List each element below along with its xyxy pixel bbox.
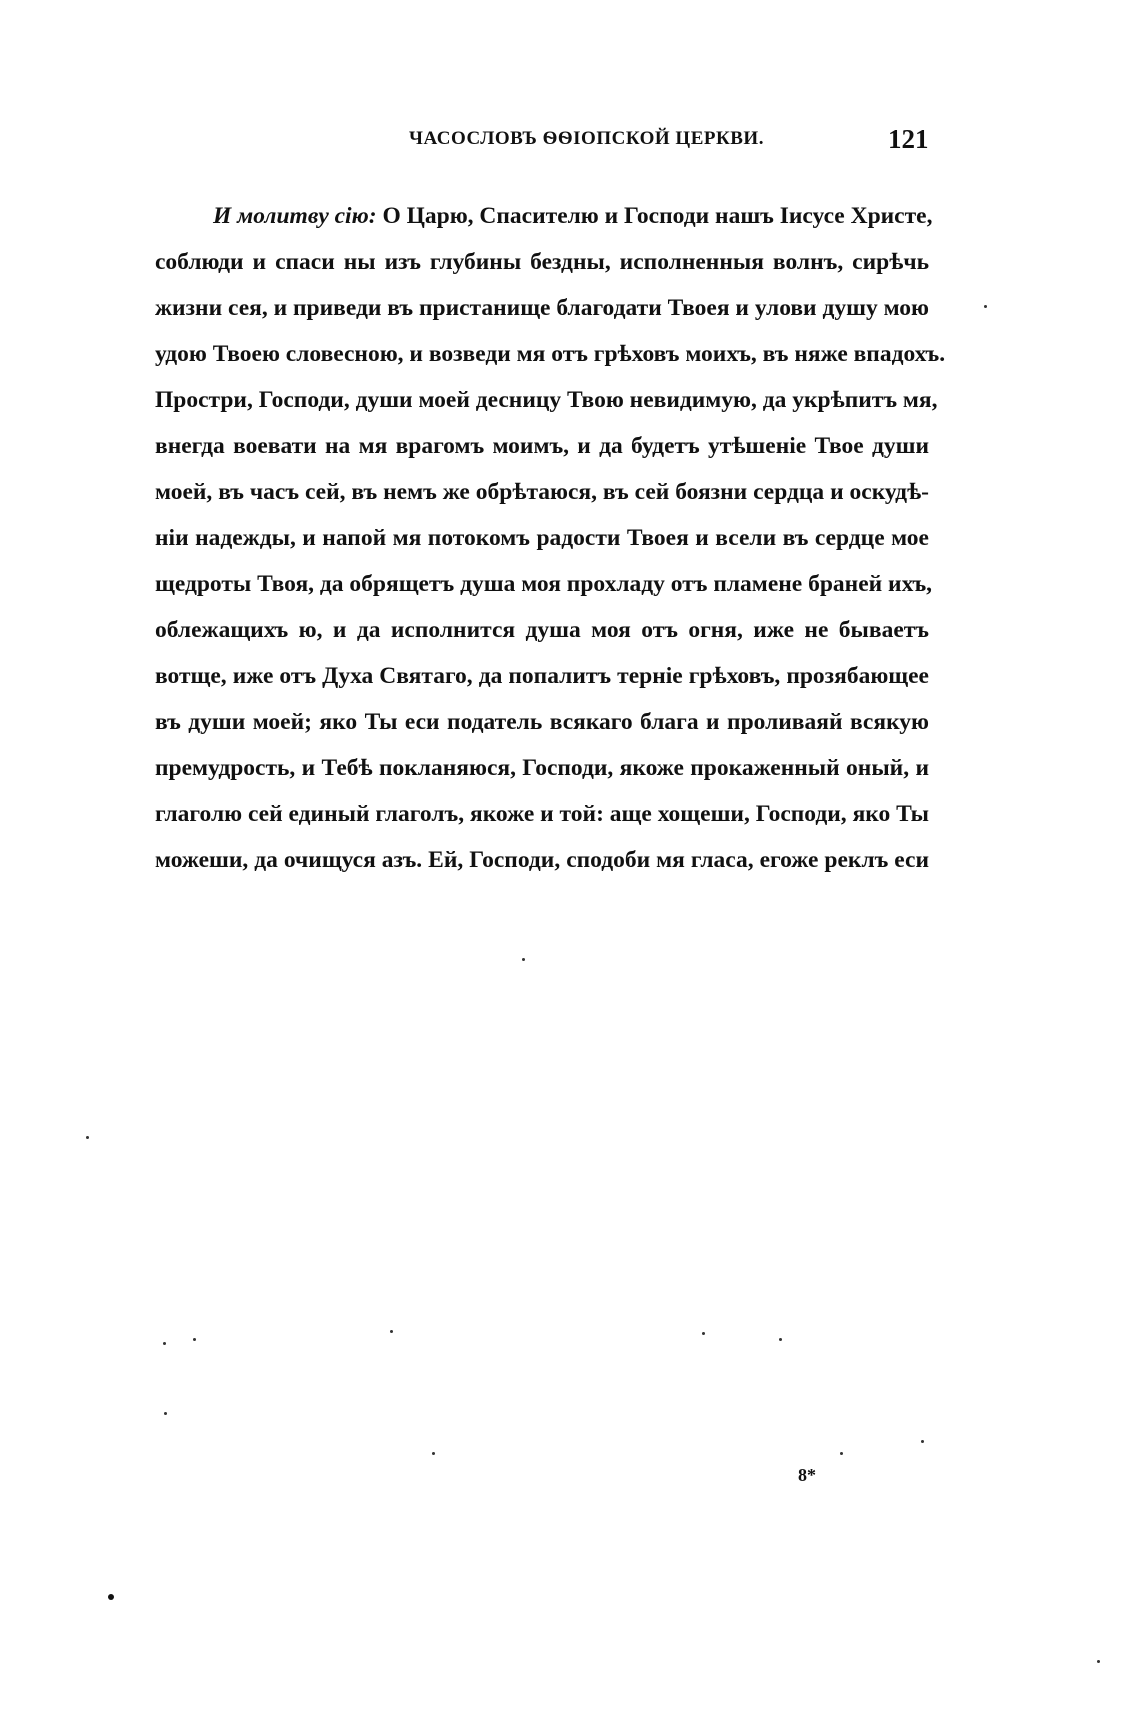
text-line-1 [155, 193, 933, 239]
text-line-5: Простри, Господи, души моей десницу Твою невидимую, да укрѣпитъ мя, [155, 387, 938, 413]
body-text [155, 193, 946, 883]
scan-speck [779, 1338, 782, 1341]
text-line-12: въ души моей; яко Ты еси податель всякаго блага и проливаяй всякую [155, 709, 929, 735]
signature-mark: 8* [798, 1465, 816, 1485]
text-line-15: можеши, да очищуся азъ. Ей, Господи, сподоби мя гласа, егоже реклъ еси [155, 847, 929, 873]
text-line-4: удою Твоею словесною, и возведи мя отъ грѣховъ моихъ, въ няже впадохъ. [155, 341, 946, 367]
scan-speck [984, 305, 987, 308]
text-line-11: вотще, иже отъ Духа Святаго, да попалитъ терніе грѣховъ, прозябающее [155, 663, 929, 689]
text-line-9: щедроты Твоя, да обрящетъ душа моя прохладу отъ пламене браней ихъ, [155, 571, 933, 597]
scan-speck [702, 1332, 705, 1335]
running-title: ЧАСОСЛОВЪ ѲѲІОПСКОЙ ЦЕРКВИ. [409, 128, 764, 149]
scan-speck [522, 958, 525, 961]
text-line-13: премудрость, и Тебѣ покланяюся, Господи, якоже прокаженный оный, и [155, 755, 929, 781]
scan-speck [840, 1452, 843, 1455]
text-line-14: глаголю сей единый глаголъ, якоже и той: аще хощеши, Господи, яко Ты [155, 801, 929, 827]
scan-speck [164, 1412, 167, 1415]
text-line-6: внегда воевати на мя врагомъ моимъ, и да будетъ утѣшеніе Твое души [155, 433, 929, 459]
text-line-2: соблюди и спаси ны изъ глубины бездны, исполненныя волнъ, сирѣчь [155, 249, 929, 275]
scan-speck [193, 1338, 196, 1341]
scan-speck [432, 1452, 435, 1455]
scan-speck [1097, 1660, 1100, 1663]
scan-speck [108, 1594, 114, 1600]
text-line-3: жизни сея, и приведи въ пристанище благодати Твоея и улови душу мою [155, 295, 929, 321]
lead-in: И молитву сію: [213, 203, 377, 229]
text-line-10: облежащихъ ю, и да исполнится душа моя отъ огня, иже не бываетъ [155, 617, 929, 643]
page-number: 121 [888, 124, 929, 154]
scan-speck [86, 1136, 89, 1139]
scan-speck [390, 1330, 393, 1333]
scan-speck [163, 1342, 166, 1345]
text-line-7: моей, въ часъ сей, въ немъ же обрѣтаюся, въ сей боязни сердца и оскудѣ- [155, 479, 929, 505]
text-line-1-content: О Царю, Спасителю и Господи нашъ Іисусе Христе, [382, 203, 933, 229]
scan-speck [921, 1440, 924, 1443]
text-line-8: ніи надежды, и напой мя потокомъ радости Твоея и всели въ сердце мое [155, 525, 929, 551]
